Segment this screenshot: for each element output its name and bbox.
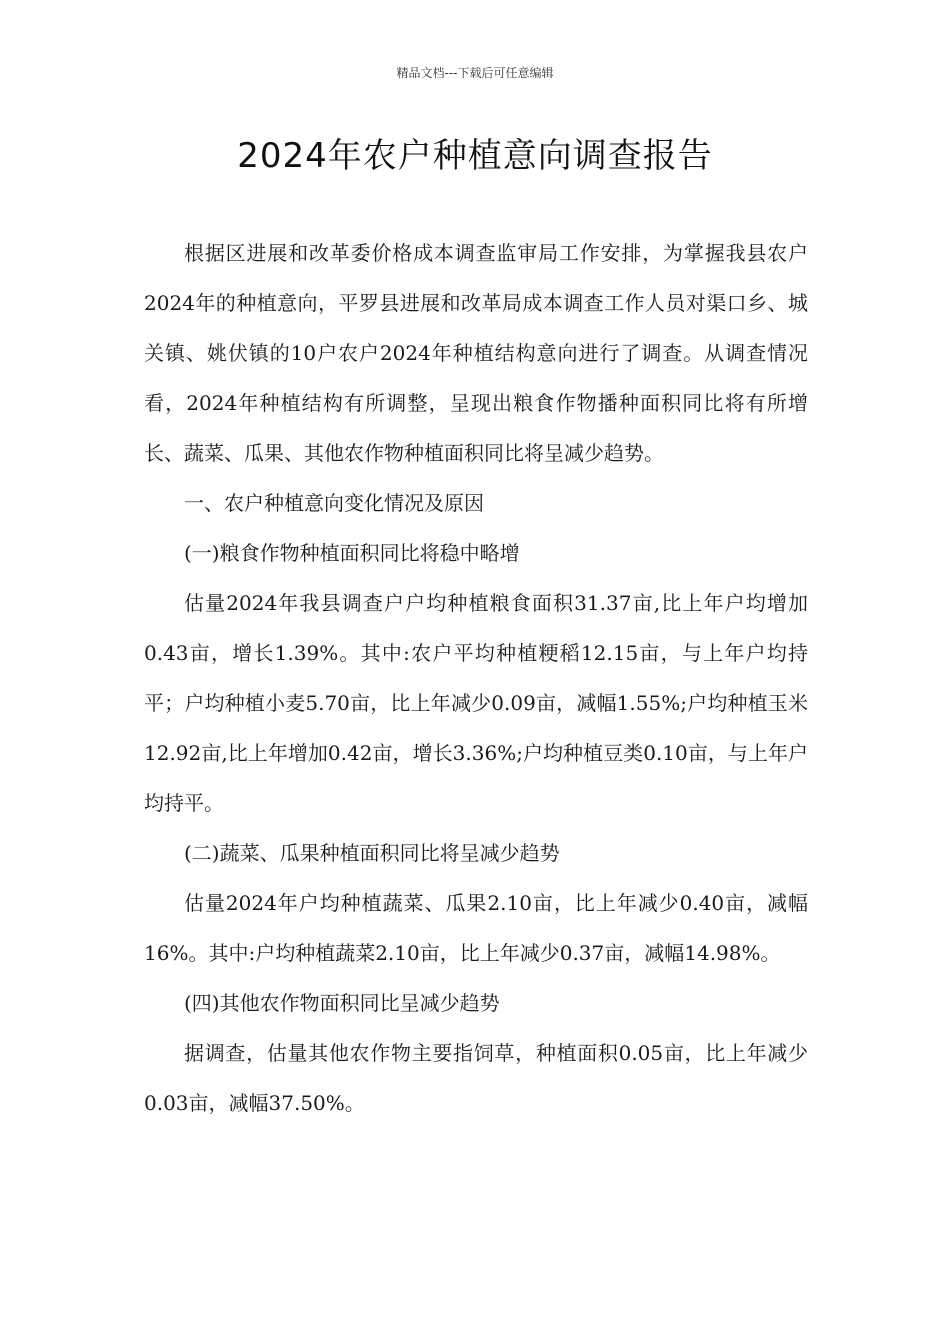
paragraph-other: 据调查，估量其他农作物主要指饲草，种植面积0.05亩，比上年减少0.03亩，减幅37.50%。: [144, 1041, 808, 1115]
paragraph-intro: 根据区进展和改革委价格成本调查监审局工作安排，为掌握我县农户2024年的种植意向，平罗县进展和改革局成本调查工作人员对渠口乡、城关镇、姚伏镇的10户农户2024年种植结构意向进行了调查。从调查情况看，2024年种植结构有所调整，呈现出粮食作物播种面积同比将有所增长、蔬菜、瓜果、其他农作物种植面积同比将呈减少趋势。: [144, 241, 808, 465]
subsection-heading-vegetables: (二)蔬菜、瓜果种植面积同比将呈减少趋势: [184, 841, 560, 865]
section-heading-1: 一、农户种植意向变化情况及原因: [184, 491, 484, 515]
document-body: [144, 228, 808, 1128]
header-note: 精品文档---下载后可任意编辑: [396, 66, 554, 80]
paragraph-grain: 估量2024年我县调查户户均种植粮食面积31.37亩,比上年户均增加0.43亩，增长1.39%。其中:农户平均种植粳稻12.15亩，与上年户均持平；户均种植小麦5.70亩，比上年减少0.09亩，减幅1.55%;户均种植玉米12.92亩,比上年增加0.42亩，增长3.36%;户均种植豆类0.10亩，与上年户均持平。: [144, 591, 808, 815]
subsection-heading-grain: (一)粮食作物种植面积同比将稳中略增: [184, 541, 520, 565]
paragraph-vegetables: 估量2024年户均种植蔬菜、瓜果2.10亩，比上年减少0.40亩，减幅16%。其中:户均种植蔬菜2.10亩，比上年减少0.37亩，减幅14.98%。: [144, 891, 808, 965]
subsection-heading-other: (四)其他农作物面积同比呈减少趋势: [184, 991, 500, 1015]
page-title: 2024年农户种植意向调查报告: [237, 136, 713, 176]
